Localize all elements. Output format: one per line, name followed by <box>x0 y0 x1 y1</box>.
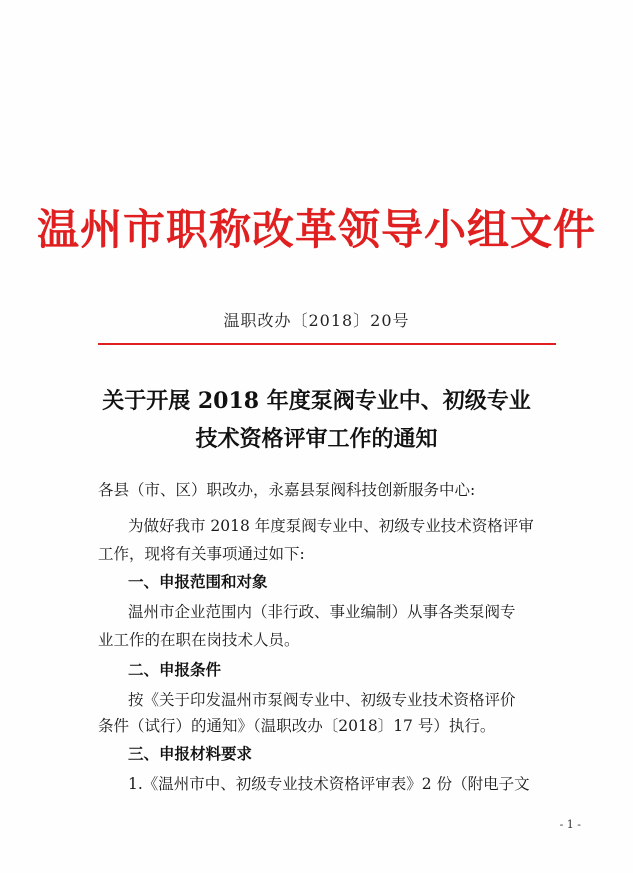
section-2-line-2: 条件（试行）的通知》（温职改办〔2018〕17 号）执行。 <box>98 717 496 735</box>
header-divider <box>98 343 556 345</box>
section-2-line-1: 按《关于印发温州市泵阀专业中、初级专业技术资格评价 <box>128 691 516 709</box>
section-3-item-1: 1.《温州市中、初级专业技术资格评审表》2 份（附电子文 <box>128 775 530 793</box>
salutation: 各县（市、区）职改办，永嘉县泵阀科技创新服务中心: <box>98 481 476 499</box>
section-1-heading: 一、申报范围和对象 <box>128 573 268 591</box>
notice-title-line-2: 技术资格评审工作的通知 <box>195 426 438 452</box>
page-number: - 1 - <box>559 818 581 831</box>
section-1-line-2: 业工作的在职在岗技术人员。 <box>98 631 300 649</box>
intro-line-2: 工作，现将有关事项通过如下: <box>98 545 305 563</box>
document-number: 温职改办〔2018〕20号 <box>223 311 410 330</box>
section-3-heading: 三、申报材料要求 <box>128 745 253 763</box>
document-header-title: 温州市职称改革领导小组文件 <box>36 205 596 254</box>
notice-title-line-1: 关于开展 2018 年度泵阀专业中、初级专业 <box>102 388 531 414</box>
intro-line-1: 为做好我市 2018 年度泵阀专业中、初级专业技术资格评审 <box>128 517 534 535</box>
notice-title <box>0 382 633 458</box>
section-1-line-1: 温州市企业范围内（非行政、事业编制）从事各类泵阀专 <box>128 603 516 621</box>
section-2-heading: 二、申报条件 <box>128 661 222 679</box>
